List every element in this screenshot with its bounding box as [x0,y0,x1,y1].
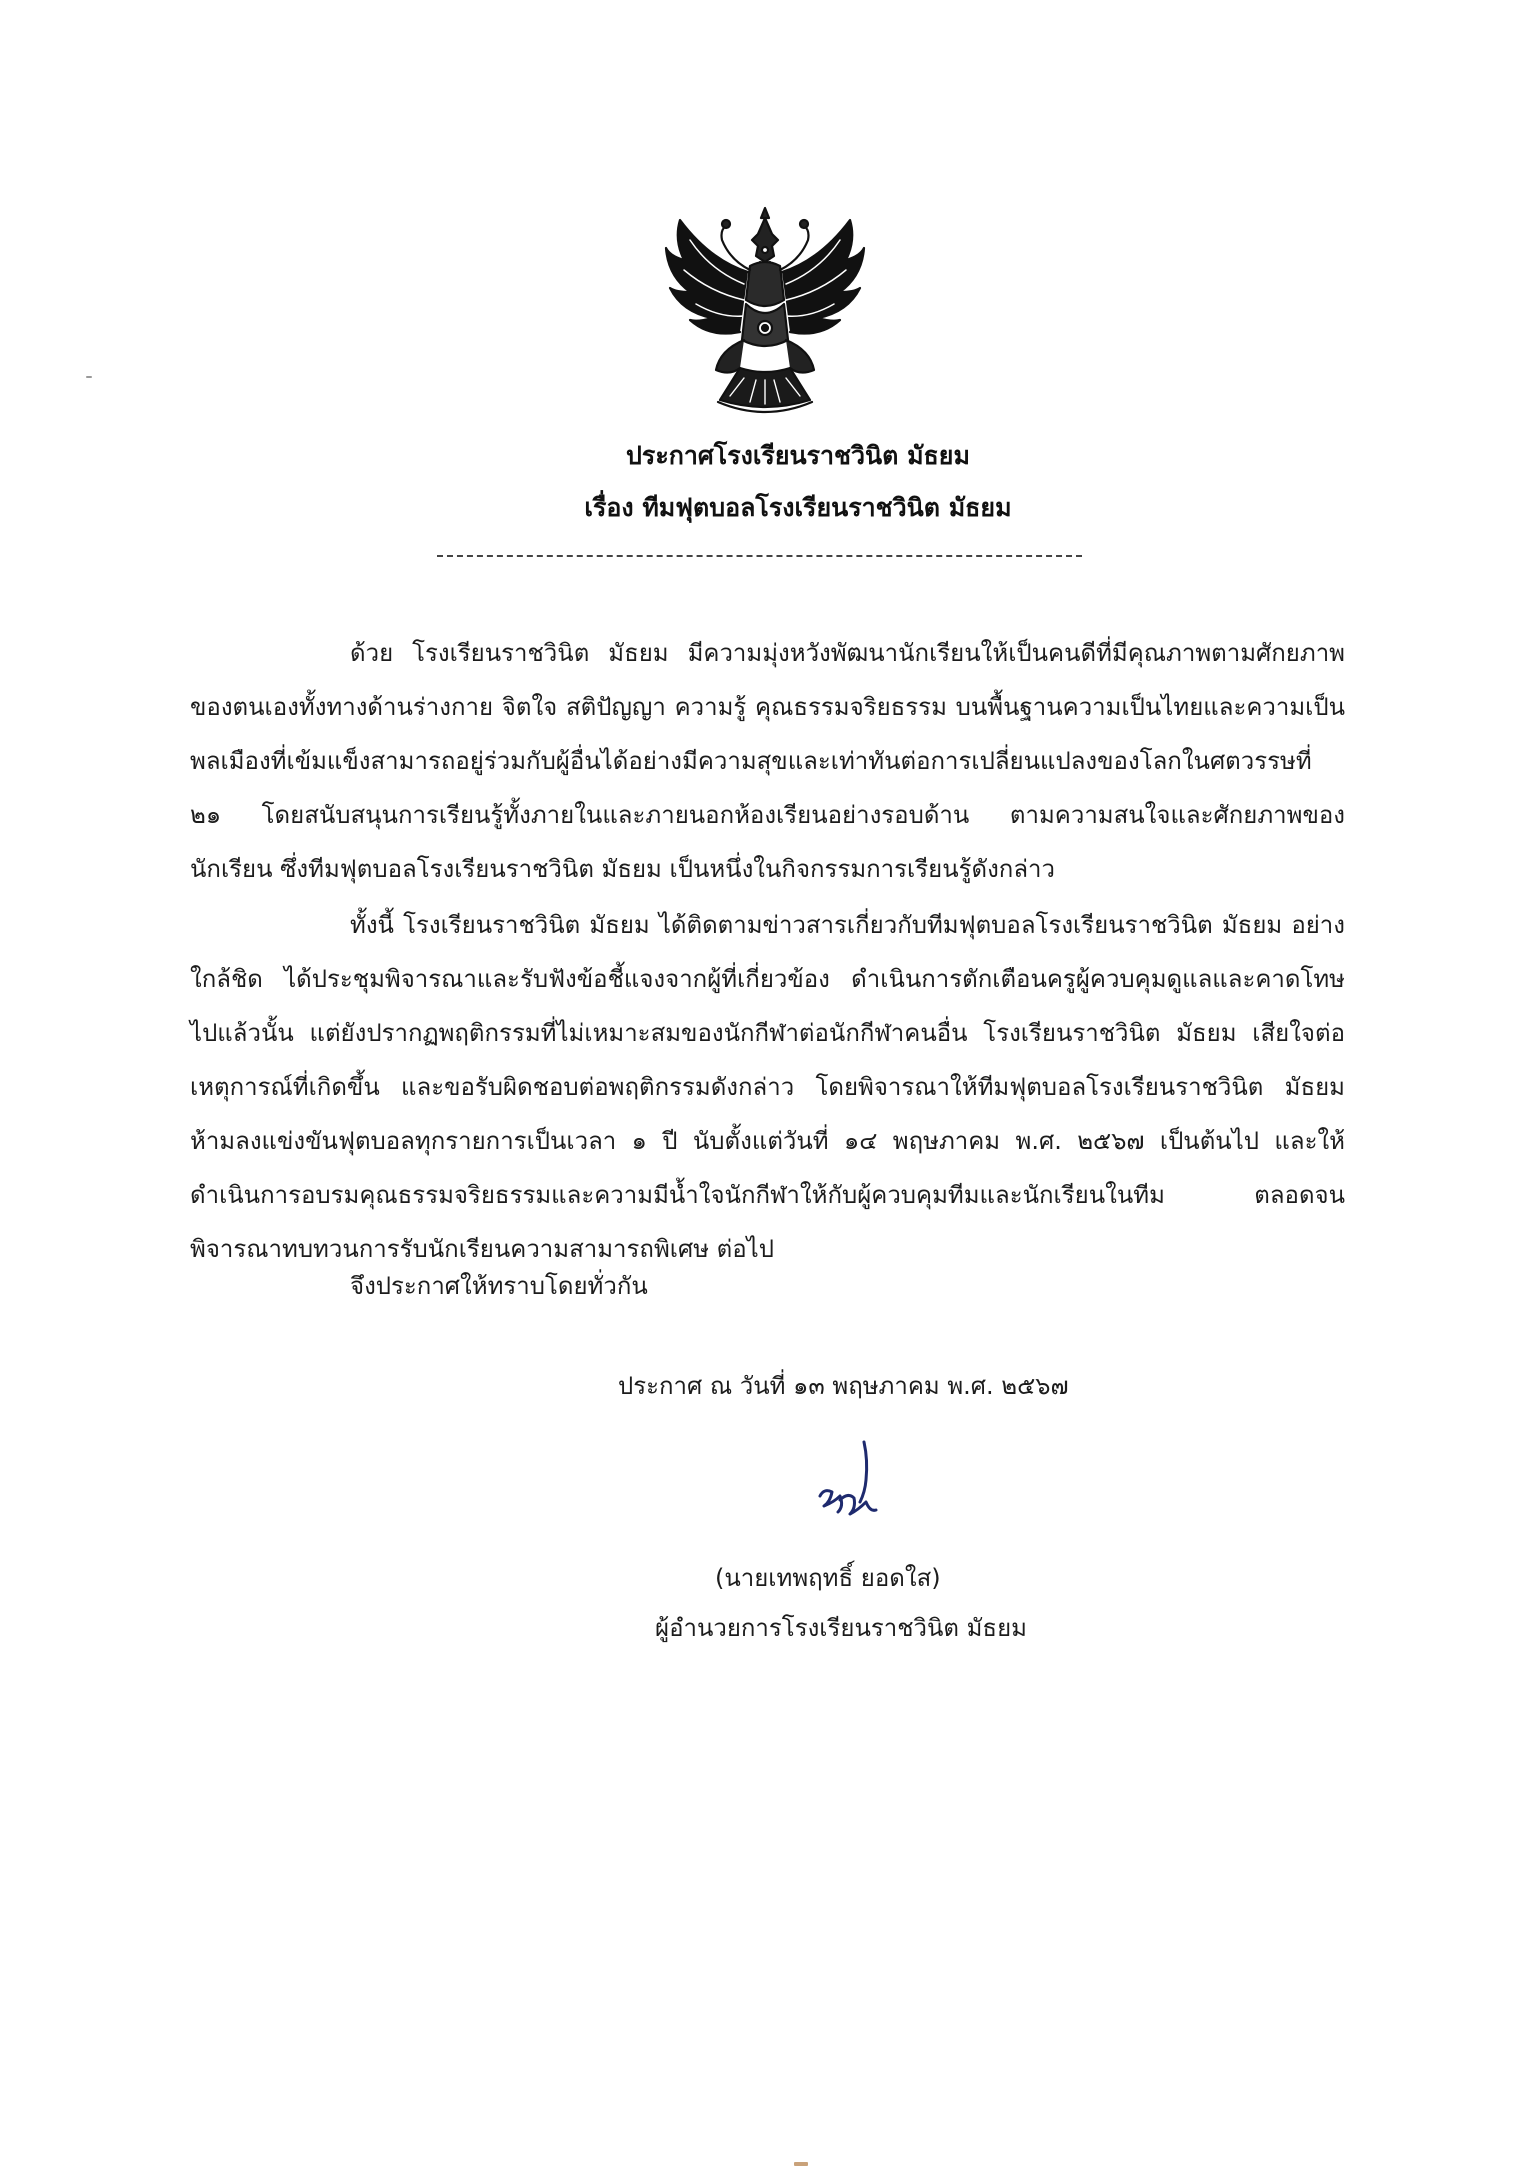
closing-statement: จึงประกาศให้ทราบโดยทั่วกัน [350,1272,648,1300]
announcement-title: ประกาศโรงเรียนราชวินิต มัธยม [626,441,970,470]
signer-name: (นายเทพฤทธิ์ ยอดใส) [715,1564,941,1592]
announcement-subject: เรื่อง ทีมฟุตบอลโรงเรียนราชวินิต มัธยม [584,493,1012,522]
signer-title: ผู้อำนวยการโรงเรียนราชวินิต มัธยม [655,1614,1027,1642]
announcement-date: ประกาศ ณ วันที่ ๑๓ พฤษภาคม พ.ศ. ๒๕๖๗ [618,1372,1069,1400]
title-divider [437,555,1082,557]
handwritten-signature-icon [810,1440,890,1530]
paragraph-purpose: ด้วย โรงเรียนราชวินิต มัธยม มีความมุ่งหวังพัฒนานักเรียนให้เป็นคนดีที่มีคุณภาพตามศักยภาพของตนเองทั้งทางด้านร่างกาย จิตใจ สติปัญญา ความรู้ คุณธรรมจริยธรรม บนพื้นฐานความเป็นไทยและความเป็นพลเมืองที่เข้มแข็งสามารถอยู่ร่วมกับผู้อื่นได้อย่างมีความสุขและเท่าทันต่อการเปลี่ยนแปลงของโลกในศตวรรษที่ ๒๑ โดยสนับสนุนการเรียนรู้ทั้งภายในและภายนอกห้องเรียนอย่างรอบด้าน ตามความสนใจและศักยภาพของนักเรียน ซึ่งทีมฟุตบอลโรงเรียนราชวินิต มัธยม เป็นหนึ่งในกิจกรรมการเรียนรู้ดังกล่าว [190,639,1345,883]
garuda-emblem-icon [660,200,870,430]
scan-speck [86,376,92,378]
paragraph-decision: ทั้งนี้ โรงเรียนราชวินิต มัธยม ได้ติดตามข่าวสารเกี่ยวกับทีมฟุตบอลโรงเรียนราชวินิต มัธยม อย่างใกล้ชิด ได้ประชุมพิจารณาและรับฟังข้อชี้แจงจากผู้ที่เกี่ยวข้อง ดำเนินการตักเตือนครูผู้ควบคุมดูแลและคาดโทษไปแล้วนั้น แต่ยังปรากฏพฤติกรรมที่ไม่เหมาะสมของนักกีฬาต่อนักกีฬาคนอื่น โรงเรียนราชวินิต มัธยม เสียใจต่อเหตุการณ์ที่เกิดขึ้น และขอรับผิดชอบต่อพฤติกรรมดังกล่าว โดยพิจารณาให้ทีมฟุตบอลโรงเรียนราชวินิต มัธยม ห้ามลงแข่งขันฟุตบอลทุกรายการเป็นเวลา ๑ ปี นับตั้งแต่วันที่ ๑๔ พฤษภาคม พ.ศ. ๒๕๖๗ เป็นต้นไป และให้ดำเนินการอบรมคุณธรรมจริยธรรมและความมีน้ำใจนักกีฬาให้กับผู้ควบคุมทีมและนักเรียนในทีม ตลอดจนพิจารณาทบทวนการรับนักเรียนความสามารถพิเศษ ต่อไป [190,911,1345,1263]
scan-speck [794,2162,808,2166]
